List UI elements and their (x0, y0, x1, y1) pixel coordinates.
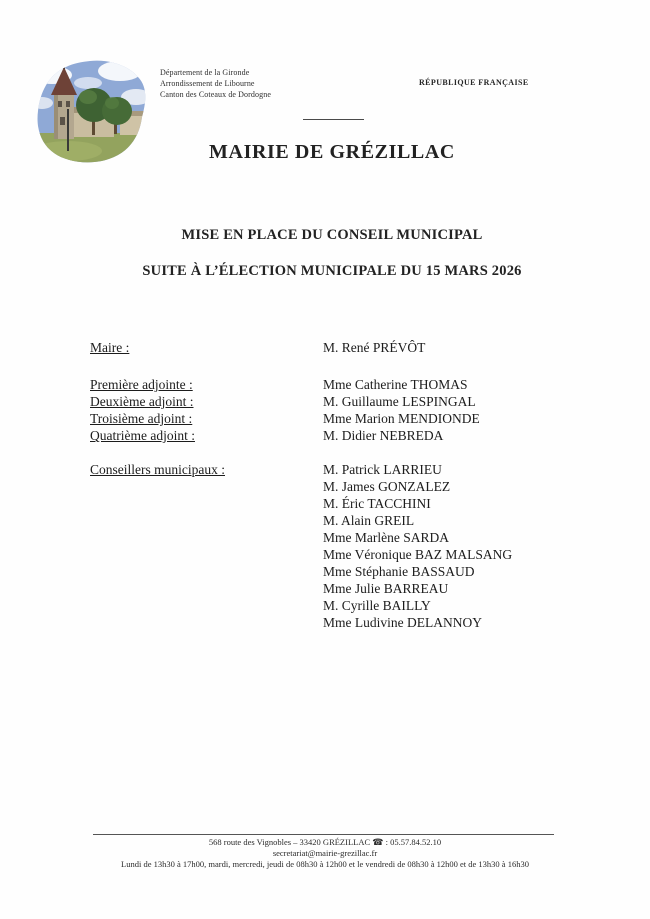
document-heading-line1: MISE EN PLACE DU CONSEIL MUNICIPAL (181, 227, 483, 243)
footer-address: 568 route des Vignobles – 33420 GRÉZILLAC (208, 837, 371, 847)
adjoint-4-label: Quatrième adjoint : (90, 428, 195, 443)
adjoint-3-label: Troisième adjoint : (90, 411, 193, 426)
maire-name: M. René PRÉVÔT (323, 340, 426, 355)
adjoint-4-name: M. Didier NEBREDA (323, 428, 444, 443)
footer-email: secretariat@mairie-grezillac.fr (272, 848, 378, 858)
conseiller-name: Mme Stéphanie BASSAUD (323, 564, 475, 579)
page-title: MAIRIE DE GRÉZILLAC (209, 141, 455, 163)
footer-address-line (0, 837, 650, 848)
adjoint-1-label: Première adjointe : (90, 377, 193, 392)
conseiller-name: M. James GONZALEZ (323, 479, 451, 494)
adjoint-2-name: M. Guillaume LESPINGAL (323, 394, 476, 409)
conseiller-name: Mme Julie BARREAU (323, 581, 449, 596)
maire-row (90, 339, 620, 356)
document-heading-line2: SUITE À L’ÉLECTION MUNICIPALE DU 15 MARS 2026 (142, 263, 522, 279)
title-divider-line (303, 119, 364, 120)
conseillers-row (90, 461, 620, 631)
spacer (90, 444, 620, 461)
adjoint-2-label: Deuxième adjoint : (90, 394, 194, 409)
council-roles (90, 339, 620, 631)
conseiller-name: M. Éric TACCHINI (323, 496, 431, 511)
footer (0, 837, 650, 870)
conseiller-name: M. Alain GREIL (323, 513, 415, 528)
conseiller-name: Mme Véronique BAZ MALSANG (323, 547, 513, 562)
adjoint-3-name: Mme Marion MENDIONDE (323, 411, 480, 426)
canton-line: Canton des Coteaux de Dordogne (160, 90, 271, 99)
conseiller-name: Mme Ludivine DELANNOY (323, 615, 482, 630)
department-line: Département de la Gironde (160, 68, 250, 77)
footer-hours: Lundi de 13h30 à 17h00, mardi, mercredi, jeudi de 08h30 à 12h00 et le vendredi de 08h30 à 12h00 et de 13h30 à 16h30 (121, 859, 529, 869)
footer-divider-line (93, 834, 554, 835)
adjoint-row (90, 410, 620, 427)
spacer (90, 356, 620, 376)
adjoint-1-name: Mme Catherine THOMAS (323, 377, 468, 392)
conseiller-name: M. Patrick LARRIEU (323, 462, 442, 477)
arrondissement-line: Arrondissement de Libourne (160, 79, 255, 88)
conseillers-label: Conseillers municipaux : (90, 462, 225, 477)
maire-label: Maire : (90, 340, 130, 355)
conseiller-name: Mme Marlène SARDA (323, 530, 449, 545)
department-block (160, 67, 271, 100)
adjoint-row (90, 427, 620, 444)
conseiller-name: M. Cyrille BAILLY (323, 598, 431, 613)
footer-phone: : 05.57.84.52.10 (385, 837, 442, 847)
telephone-icon: ☎ (372, 837, 384, 847)
adjoint-row (90, 376, 620, 393)
adjoint-row (90, 393, 620, 410)
conseillers-names (323, 461, 512, 631)
republique-francaise-label: RÉPUBLIQUE FRANÇAISE (419, 78, 529, 87)
